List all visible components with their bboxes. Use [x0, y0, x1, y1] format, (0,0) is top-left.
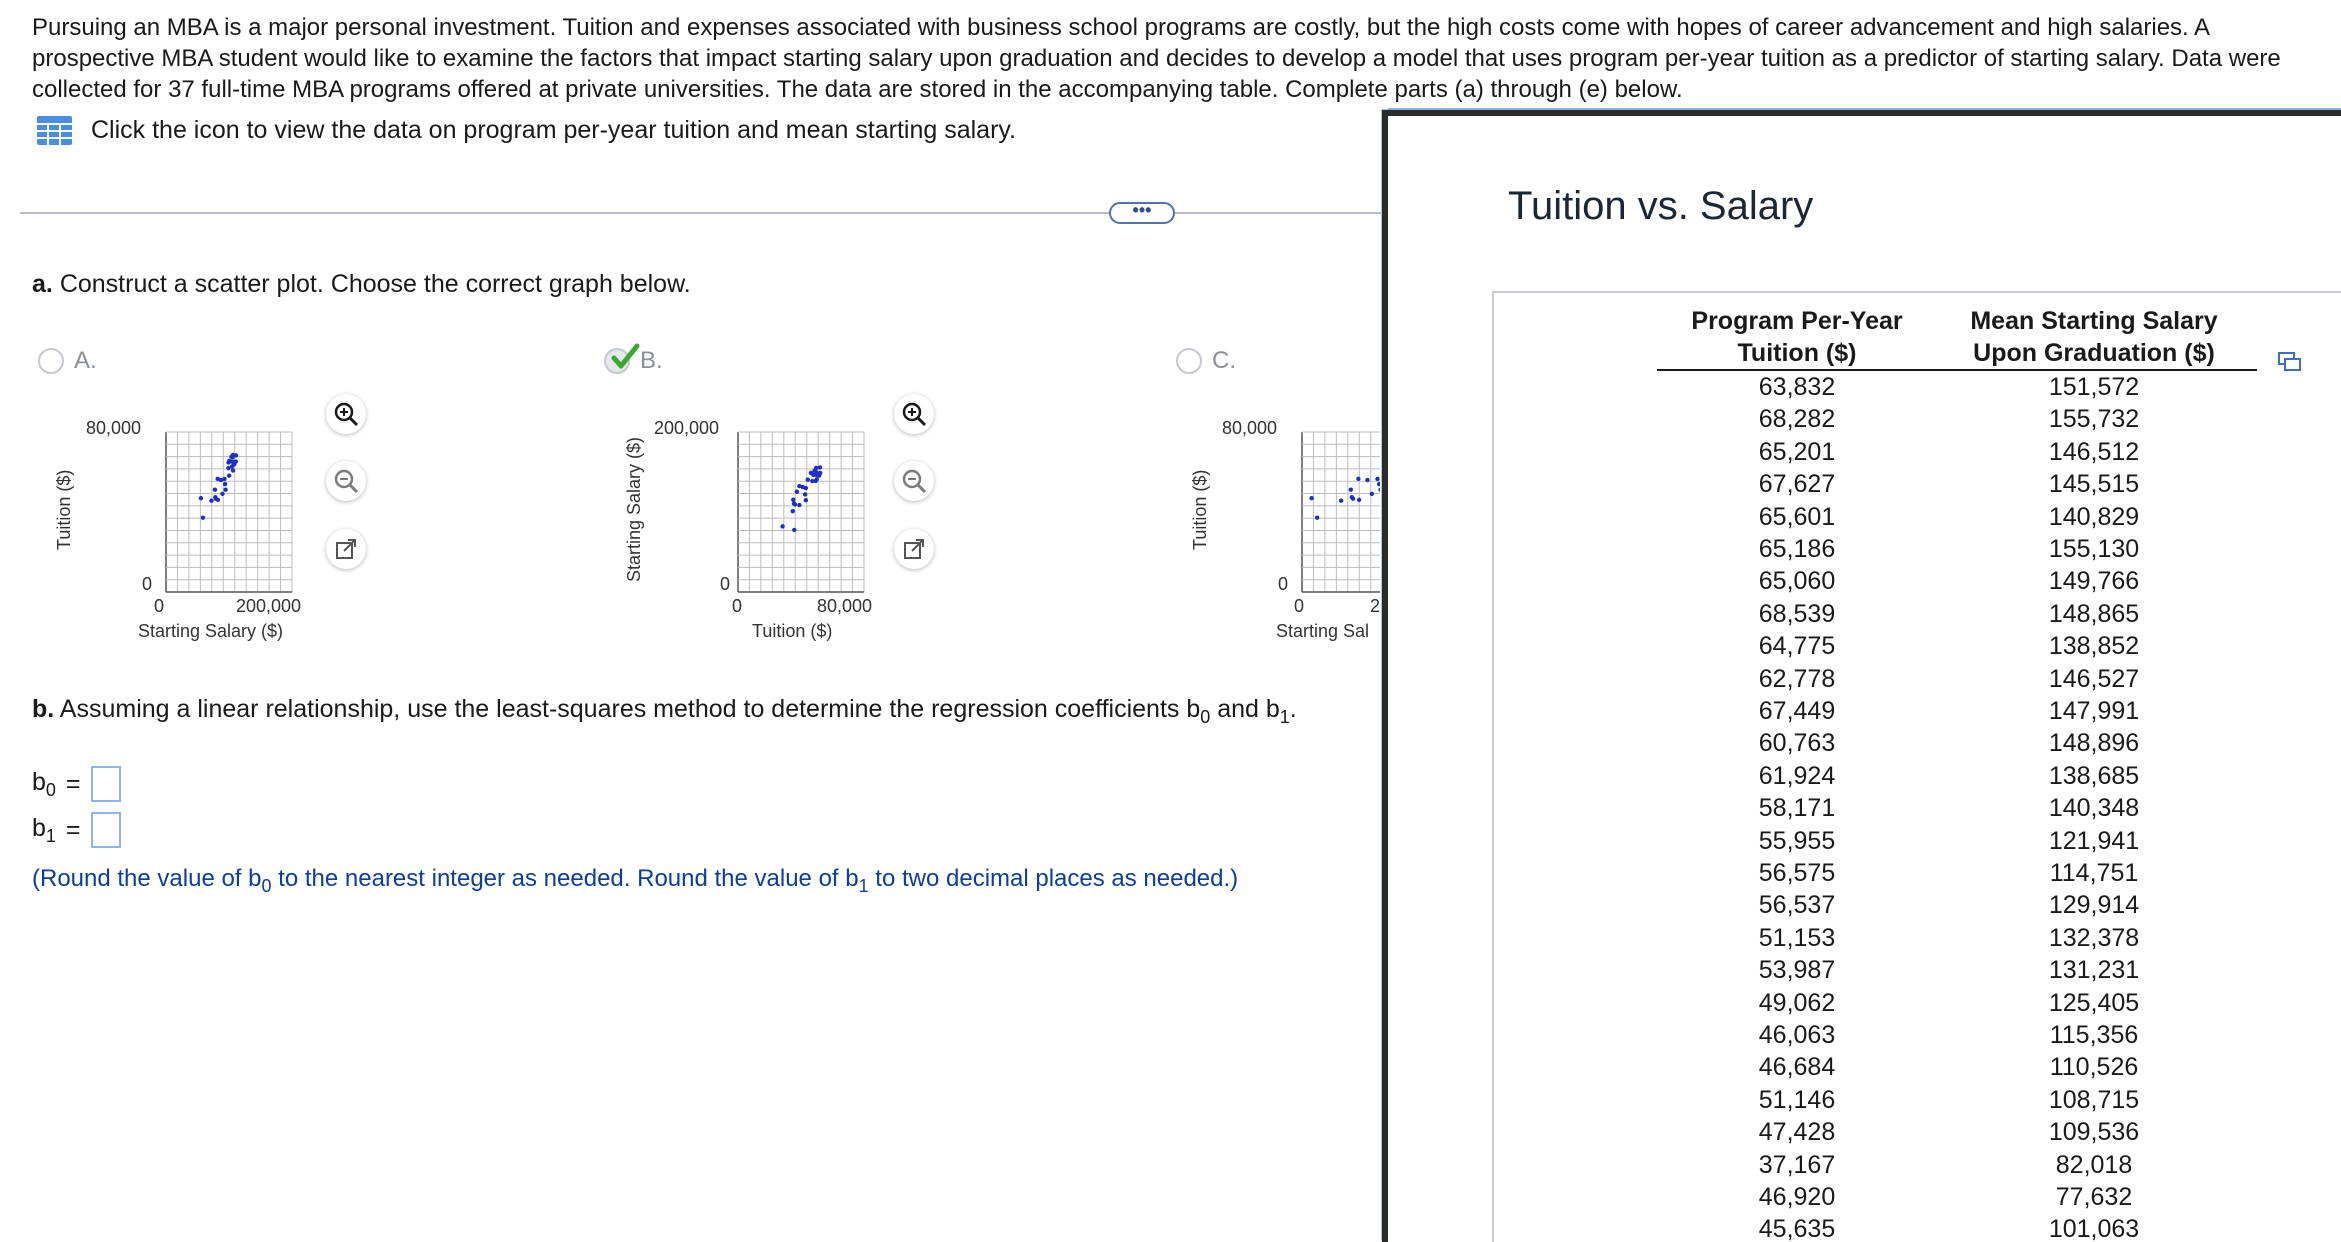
b1-label: $b_1$ [32, 813, 56, 846]
option-c[interactable] [1176, 343, 1236, 379]
option-a-letter: A. [74, 347, 97, 374]
cell-salary: 147,991 [2048, 697, 2140, 725]
cell-salary: 148,896 [2048, 729, 2140, 758]
cell-tuition: 47,428 [1758, 1118, 1836, 1147]
option-a-xend: 200,000 [236, 596, 302, 616]
option-c-point [1315, 515, 1319, 519]
cell-salary: 114,751 [2049, 859, 2139, 887]
option-c-point [1365, 478, 1369, 482]
option-c-point [1350, 495, 1354, 499]
option-a-ytop: 80,000 [86, 418, 142, 438]
option-b-point [797, 503, 801, 507]
option-c-point [1339, 499, 1343, 503]
part-b-sub0: 0 [1200, 707, 1211, 727]
col-header-salary: Mean Starting Salary Upon Graduation ($) [1970, 307, 2218, 367]
cell-tuition: 56,537 [1758, 891, 1836, 920]
b1-row [32, 812, 121, 848]
option-b-plot [736, 430, 866, 594]
cell-tuition: 37,167 [1758, 1150, 1836, 1179]
option-b-zoom-in[interactable] [894, 394, 934, 434]
table-grid-icon[interactable] [36, 115, 73, 146]
option-b-letter: B. [640, 347, 663, 374]
cell-salary: 146,527 [2048, 664, 2140, 693]
section-divider [20, 212, 1390, 214]
option-c-point [1309, 496, 1313, 500]
option-b-radio[interactable] [604, 348, 630, 374]
option-a[interactable] [38, 343, 97, 379]
cell-salary: 101,063 [2048, 1215, 2140, 1242]
data-table [1492, 291, 2341, 1242]
zoom-out-icon[interactable] [332, 467, 360, 495]
option-a-point [231, 468, 235, 472]
option-b-point [806, 478, 810, 482]
b0-input[interactable] [91, 766, 121, 802]
option-b-point [814, 466, 818, 470]
option-a-point [230, 455, 234, 459]
zoom-in-icon[interactable] [332, 400, 360, 428]
cell-salary: 145,515 [2048, 470, 2140, 499]
b1-equals: = [65, 815, 81, 844]
option-b-ytop: 200,000 [654, 418, 720, 438]
option-b-x0: 0 [732, 596, 743, 616]
cell-salary: 108,715 [2048, 1085, 2140, 1114]
problem-statement: Pursuing an MBA is a major personal investment. Tuition and expenses associated with business school programs are costly, but the high costs come with hopes of career advancement and high salaries. A prospective MBA student would like to examine the factors that impact starting salary upon graduation and decides to develop a model that uses program per-year tuition as a predictor of starting salary. Data were collected for 37 full-time MBA programs offered at private universities. The data are stored in the accompanying table. Complete parts (a) through (e) below. [32, 14, 2281, 103]
part-a-text: Construct a scatter plot. Choose the correct graph below. [59, 270, 691, 298]
cell-tuition: 58,171 [1758, 794, 1836, 823]
part-b-question [32, 695, 1297, 728]
option-b-y0: 0 [720, 574, 731, 594]
cell-tuition: 55,955 [1758, 826, 1836, 855]
cell-tuition: 53,987 [1758, 956, 1836, 985]
cell-tuition: 65,186 [1758, 535, 1836, 563]
option-a-xlabel: Starting Salary ($) [138, 621, 284, 641]
option-c-ylabel: Tuition ($) [1190, 469, 1210, 550]
option-a-point [215, 477, 219, 481]
option-a-point [222, 477, 226, 481]
part-b-period: . [1289, 695, 1297, 723]
b0-row [32, 766, 121, 802]
cell-tuition: 65,201 [1758, 437, 1836, 466]
option-b-point [791, 509, 795, 513]
cell-salary: 115,356 [2049, 1021, 2139, 1049]
option-c-xend: 2 [1370, 596, 1380, 616]
cell-tuition: 46,920 [1758, 1183, 1836, 1211]
option-c-x0: 0 [1294, 596, 1305, 616]
option-a-zoom-in[interactable] [326, 394, 366, 434]
option-a-pop-out[interactable] [326, 529, 366, 569]
cell-salary: 151,572 [2048, 373, 2140, 401]
option-c-chart [1180, 410, 1380, 650]
cell-tuition: 67,627 [1758, 470, 1836, 499]
col-header-tuition: Program Per-Year Tuition ($) [1691, 307, 1903, 367]
option-b-point [818, 465, 822, 469]
expand-more-button[interactable]: ••• [1109, 202, 1175, 224]
option-c-letter: C. [1212, 347, 1236, 374]
option-b-point [810, 479, 814, 483]
checkmark-icon [609, 342, 641, 372]
cell-salary: 138,852 [2048, 632, 2140, 661]
part-b-label: b. [32, 695, 55, 723]
cell-tuition: 51,153 [1758, 923, 1836, 952]
zoom-out-icon[interactable] [900, 467, 928, 495]
option-a-point [223, 482, 227, 486]
cell-tuition: 63,832 [1758, 373, 1836, 401]
cell-tuition: 64,775 [1758, 632, 1836, 661]
option-a-point [227, 473, 231, 477]
option-b-point [793, 502, 797, 506]
cell-salary: 140,348 [2048, 794, 2140, 823]
option-a-chart [30, 410, 330, 650]
option-c-point [1357, 498, 1361, 502]
cell-tuition: 46,063 [1758, 1021, 1836, 1049]
part-b-text: Assuming a linear relationship, use the least-squares method to determine the regression coefficients b [59, 695, 1201, 723]
option-b-point [795, 489, 799, 493]
cell-salary: 129,914 [2048, 891, 2140, 920]
option-b-point [780, 524, 784, 528]
option-c-point [1375, 477, 1379, 481]
option-a-point [209, 499, 213, 503]
cell-salary: 125,405 [2048, 988, 2140, 1017]
cell-salary: 110,526 [2049, 1053, 2139, 1082]
option-b-point [791, 498, 795, 502]
cell-salary: 82,018 [2055, 1150, 2133, 1179]
cell-tuition: 68,282 [1758, 405, 1836, 434]
b0-equals: = [65, 769, 81, 798]
cell-salary: 146,512 [2048, 437, 2140, 466]
option-b-chart [610, 410, 910, 650]
cell-tuition: 46,684 [1758, 1053, 1836, 1082]
cell-salary: 138,685 [2048, 761, 2140, 790]
option-c-xlabel: Starting Sal [1276, 621, 1370, 641]
part-b-and: and b [1210, 695, 1280, 723]
option-b-point [817, 471, 821, 475]
option-b-zoom-out[interactable] [894, 461, 934, 501]
option-c-point [1377, 482, 1380, 486]
cell-salary: 149,766 [2048, 567, 2140, 596]
option-c-point [1378, 487, 1380, 491]
option-a-point [220, 492, 224, 496]
option-a-y0: 0 [142, 574, 153, 594]
pop-out-icon[interactable] [332, 535, 360, 563]
part-a-label: a. [32, 270, 53, 298]
cell-salary: 121,941 [2048, 826, 2140, 855]
option-b[interactable] [604, 343, 663, 379]
option-b-xlabel: Tuition ($) [752, 621, 833, 641]
option-c-point [1349, 488, 1353, 492]
option-a-point [226, 466, 230, 470]
option-a-point [223, 487, 227, 491]
cell-salary: 148,865 [2048, 599, 2140, 628]
b1-input[interactable] [91, 812, 121, 848]
option-a-point [226, 460, 230, 464]
option-c-plot [1300, 430, 1380, 594]
cell-tuition: 45,635 [1758, 1215, 1836, 1242]
pop-out-icon[interactable] [900, 535, 928, 563]
option-a-ylabel: Tuition ($) [54, 469, 74, 550]
cell-salary: 77,632 [2055, 1183, 2133, 1211]
cell-tuition: 65,060 [1758, 567, 1836, 596]
option-b-point [803, 492, 807, 496]
option-a-point [199, 496, 203, 500]
part-a-question [32, 270, 691, 299]
cell-salary: 155,732 [2048, 405, 2140, 434]
option-b-point [792, 528, 796, 532]
view-data-link[interactable] [36, 114, 1016, 146]
option-a-point [213, 488, 217, 492]
option-b-point [804, 498, 808, 502]
cell-tuition: 49,062 [1758, 988, 1836, 1017]
cell-tuition: 62,778 [1758, 664, 1836, 693]
option-c-y0: 0 [1278, 574, 1289, 594]
popup-title: Tuition vs. Salary [1508, 184, 1814, 228]
option-a-point [231, 460, 235, 464]
zoom-in-icon[interactable] [900, 400, 928, 428]
option-a-zoom-out[interactable] [326, 461, 366, 501]
cell-tuition: 65,601 [1758, 502, 1836, 531]
option-c-radio[interactable] [1176, 348, 1202, 374]
cell-salary: 132,378 [2048, 923, 2140, 952]
cell-tuition: 51,146 [1758, 1085, 1836, 1114]
option-b-xend: 80,000 [817, 596, 873, 616]
option-a-x0: 0 [154, 596, 165, 616]
cell-salary: 140,829 [2048, 502, 2140, 531]
option-a-plot [164, 430, 294, 594]
popup-top-border [1388, 108, 2341, 110]
option-a-point [201, 515, 205, 519]
cell-tuition: 67,449 [1758, 697, 1836, 725]
option-c-point [1356, 477, 1360, 481]
option-c-ytop: 80,000 [1222, 418, 1278, 438]
rounding-note: (Round the value of $b_0$ to the nearest integer as needed. Round the value of $b_1$ to two decimal places as needed.) [32, 865, 1239, 896]
cell-salary: 109,536 [2048, 1118, 2140, 1147]
cell-salary: 155,130 [2048, 535, 2140, 563]
option-a-point [213, 495, 217, 499]
view-data-link-text[interactable]: Click the icon to view the data on program per-year tuition and mean starting salary. [91, 115, 1016, 144]
cell-tuition: 68,539 [1758, 599, 1836, 628]
option-c-point [1370, 492, 1374, 496]
data-popup-window[interactable] [1382, 110, 2341, 1242]
cell-tuition: 61,924 [1758, 761, 1836, 790]
copy-icon[interactable] [2277, 350, 2303, 374]
option-b-point [801, 485, 805, 489]
option-a-radio[interactable] [38, 348, 64, 374]
option-b-ylabel: Starting Salary ($) [624, 436, 644, 582]
part-b-sub1: 1 [1279, 707, 1290, 727]
b0-label: $b_0$ [32, 767, 56, 800]
option-b-point [809, 471, 813, 475]
cell-tuition: 60,763 [1758, 729, 1836, 758]
option-b-pop-out[interactable] [894, 529, 934, 569]
cell-salary: 131,231 [2048, 956, 2140, 985]
cell-tuition: 56,575 [1758, 859, 1836, 887]
